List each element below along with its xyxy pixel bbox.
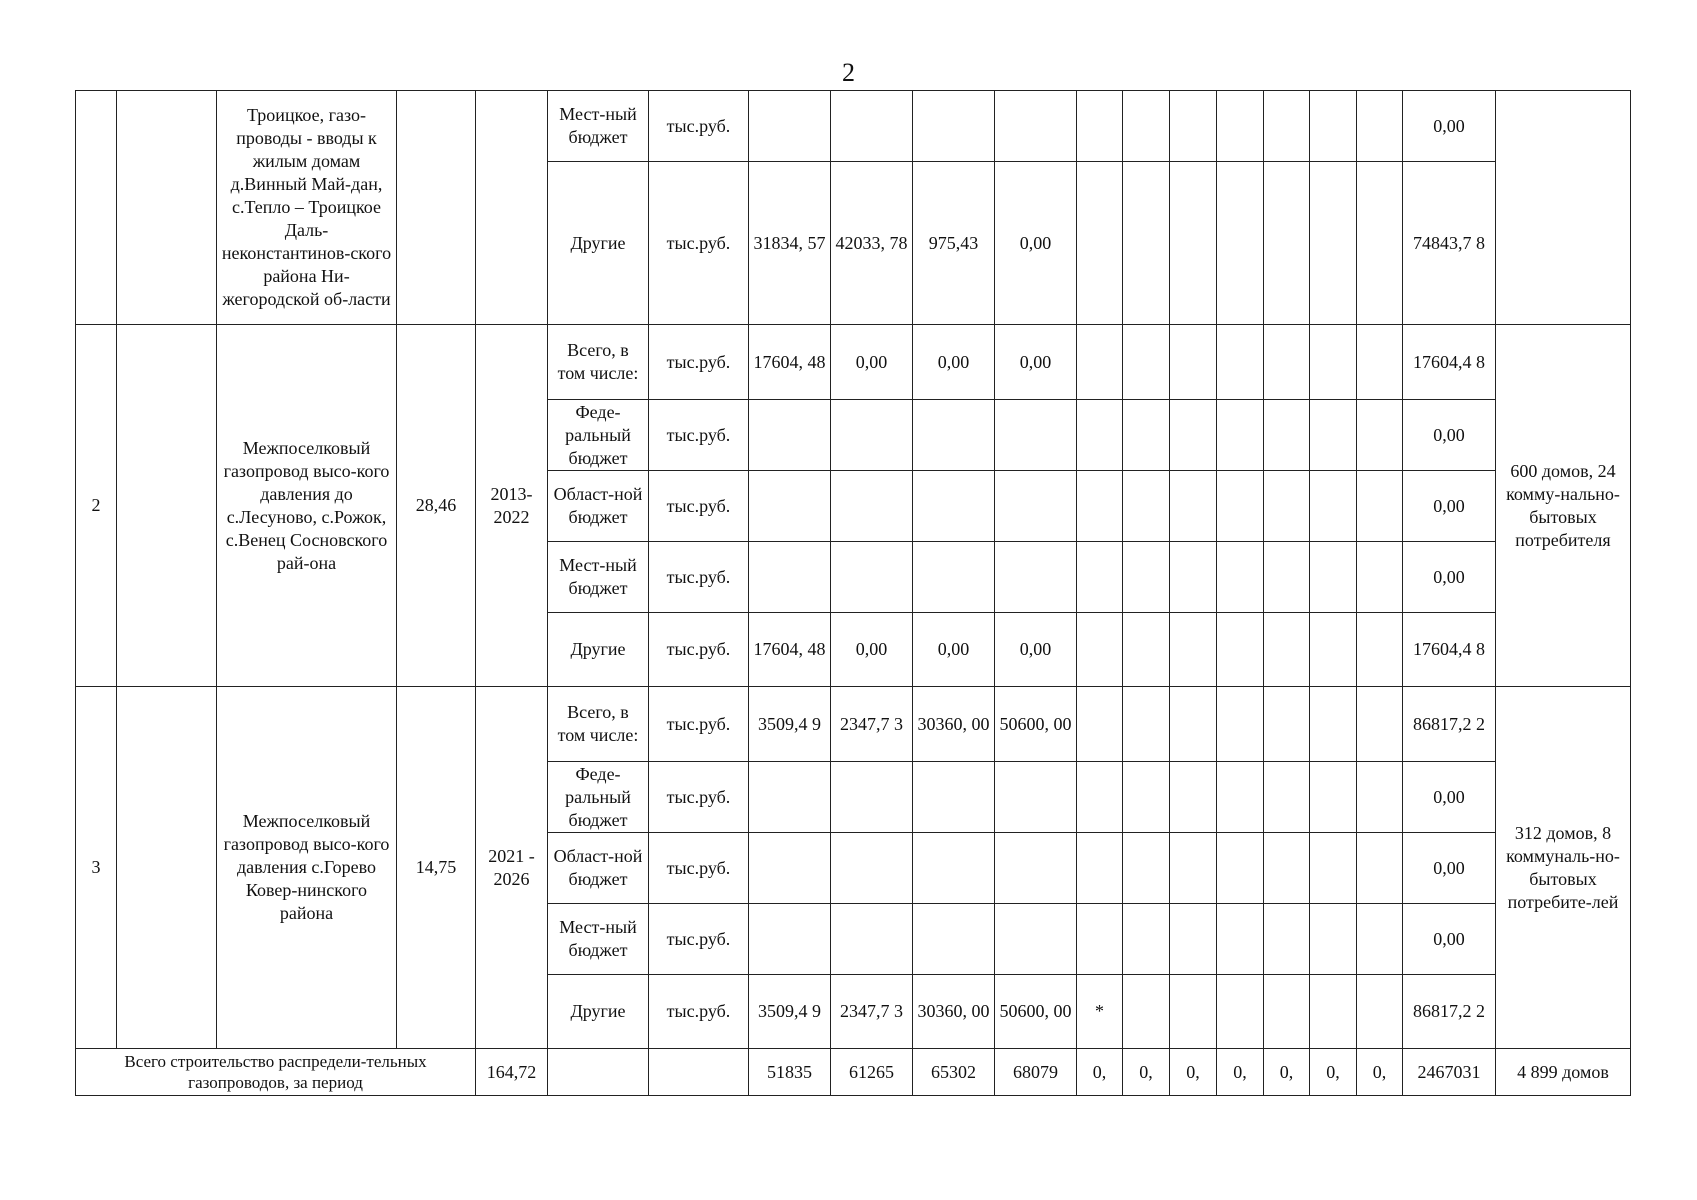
- source-label: Всего, в том числе:: [548, 325, 649, 400]
- unit-label: тыс.руб.: [649, 471, 749, 542]
- summary-partial: 0,: [1170, 1049, 1217, 1096]
- empty-cell: [117, 325, 217, 687]
- source-label: Феде-ральный бюджет: [548, 762, 649, 833]
- source-label: Феде-ральный бюджет: [548, 400, 649, 471]
- row-number: 2: [76, 325, 117, 687]
- total-value: 86817,2 2: [1403, 975, 1496, 1049]
- unit-label: тыс.руб.: [649, 400, 749, 471]
- unit-label: тыс.руб.: [649, 687, 749, 762]
- summary-partial: 0,: [1217, 1049, 1264, 1096]
- year-value: 0,00: [995, 325, 1077, 400]
- period-value: 2021 - 2026: [476, 687, 548, 1049]
- object-name: Троицкое, газо-проводы - вводы к жилым домам д.Винный Май-дан, с.Тепло – Троицкое Даль-неконстантинов-ского района Ни-жегородской об-ласти: [217, 91, 397, 325]
- result-cell: [1496, 91, 1631, 325]
- year-value: 2347,7 3: [831, 687, 913, 762]
- total-value: 86817,2 2: [1403, 687, 1496, 762]
- year-value: 50600, 00: [995, 975, 1077, 1049]
- unit-label: тыс.руб.: [649, 833, 749, 904]
- summary-partial: 0,: [1310, 1049, 1357, 1096]
- summary-result: 4 899 домов: [1496, 1049, 1631, 1096]
- object-name: Межпоселковый газопровод высо-кого давления до с.Лесуново, с.Рожок, с.Венец Сосновского рай-она: [217, 325, 397, 687]
- table-row: [76, 91, 1631, 162]
- total-value: 0,00: [1403, 904, 1496, 975]
- summary-value: 68079: [995, 1049, 1077, 1096]
- year-value: 975,43: [913, 162, 995, 325]
- year-value: 2347,7 3: [831, 975, 913, 1049]
- result-cell: 312 домов, 8 коммуналь-но-бытовых потребите-лей: [1496, 687, 1631, 1049]
- result-cell: 600 домов, 24 комму-нально-бытовых потребителя: [1496, 325, 1631, 687]
- total-value: 0,00: [1403, 91, 1496, 162]
- unit-label: тыс.руб.: [649, 325, 749, 400]
- total-value: 74843,7 8: [1403, 162, 1496, 325]
- table-row: [76, 325, 1631, 400]
- source-label: Мест-ный бюджет: [548, 91, 649, 162]
- source-label: Мест-ный бюджет: [548, 904, 649, 975]
- total-value: 0,00: [1403, 400, 1496, 471]
- total-value: 17604,4 8: [1403, 613, 1496, 687]
- year-value: 50600, 00: [995, 687, 1077, 762]
- source-label: Област-ной бюджет: [548, 471, 649, 542]
- year-value: 3509,4 9: [749, 687, 831, 762]
- summary-value: 51835: [749, 1049, 831, 1096]
- source-label: Област-ной бюджет: [548, 833, 649, 904]
- period-cell: [476, 91, 548, 325]
- summary-length: 164,72: [476, 1049, 548, 1096]
- total-value: 17604,4 8: [1403, 325, 1496, 400]
- year-value: 42033, 78: [831, 162, 913, 325]
- unit-label: тыс.руб.: [649, 975, 749, 1049]
- source-label: Всего, в том числе:: [548, 687, 649, 762]
- year-value: 0,00: [831, 325, 913, 400]
- length-value: 28,46: [397, 325, 476, 687]
- empty-cell: [117, 687, 217, 1049]
- object-name: Межпоселковый газопровод высо-кого давления с.Горево Ковер-нинского района: [217, 687, 397, 1049]
- source-label: Другие: [548, 613, 649, 687]
- gas-pipeline-budget-table: [75, 90, 1631, 1096]
- table-row: [76, 687, 1631, 762]
- year-value: 0,00: [995, 162, 1077, 325]
- unit-label: тыс.руб.: [649, 91, 749, 162]
- unit-label: тыс.руб.: [649, 162, 749, 325]
- year-value: 0,00: [913, 613, 995, 687]
- unit-label: тыс.руб.: [649, 542, 749, 613]
- summary-value: 65302: [913, 1049, 995, 1096]
- year-value: 30360, 00: [913, 975, 995, 1049]
- row-number: 3: [76, 687, 117, 1049]
- summary-label: Всего строительство распредели-тельных газопроводов, за период: [76, 1049, 476, 1096]
- page-number: 2: [842, 58, 855, 87]
- footnote-mark: *: [1077, 975, 1123, 1049]
- total-value: 0,00: [1403, 471, 1496, 542]
- summary-partial: 0,: [1264, 1049, 1310, 1096]
- year-value: 3509,4 9: [749, 975, 831, 1049]
- row-number-cell: [76, 91, 117, 325]
- year-value: 0,00: [995, 613, 1077, 687]
- year-value: 0,00: [913, 325, 995, 400]
- summary-row: [76, 1049, 1631, 1096]
- year-value: 0,00: [831, 613, 913, 687]
- year-value: 31834, 57: [749, 162, 831, 325]
- total-value: 0,00: [1403, 762, 1496, 833]
- year-value: 17604, 48: [749, 613, 831, 687]
- year-value: 30360, 00: [913, 687, 995, 762]
- source-label: Другие: [548, 162, 649, 325]
- length-value: 14,75: [397, 687, 476, 1049]
- total-value: 0,00: [1403, 542, 1496, 613]
- year-value: 17604, 48: [749, 325, 831, 400]
- summary-partial: 0,: [1077, 1049, 1123, 1096]
- summary-total: 2467031: [1403, 1049, 1496, 1096]
- source-label: Мест-ный бюджет: [548, 542, 649, 613]
- summary-partial: 0,: [1357, 1049, 1403, 1096]
- period-value: 2013-2022: [476, 325, 548, 687]
- unit-label: тыс.руб.: [649, 904, 749, 975]
- source-label: Другие: [548, 975, 649, 1049]
- summary-value: 61265: [831, 1049, 913, 1096]
- unit-label: тыс.руб.: [649, 613, 749, 687]
- empty-cell: [117, 91, 217, 325]
- unit-label: тыс.руб.: [649, 762, 749, 833]
- summary-partial: 0,: [1123, 1049, 1170, 1096]
- total-value: 0,00: [1403, 833, 1496, 904]
- length-cell: [397, 91, 476, 325]
